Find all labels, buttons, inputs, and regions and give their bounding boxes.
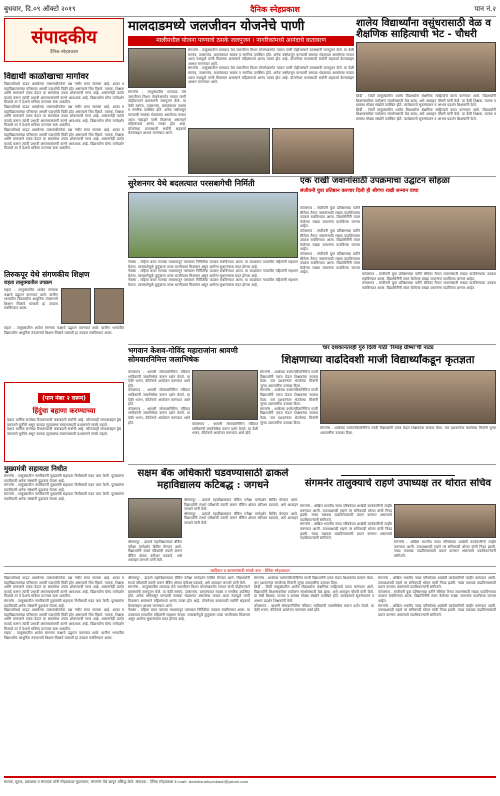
- rakhi-photo: [362, 206, 496, 270]
- lower-col-3: [254, 576, 374, 774]
- paper-name: दैनिक स्नेहप्रकाश: [250, 5, 300, 14]
- bottom-body-2b-column: [394, 540, 496, 564]
- bottom-body-2-column: [300, 504, 392, 564]
- mid-body-1-cont: नेवासा - महिला बचत गटाच्या माध्यमातून परसबाग निर्मितीचा उपक्रम राबविण्यात आला. या उपक्रमात गावातील महिलांनी सहभाग घेतला. परसबागेमुळे कुटुंबाला ताजा भाजीपाला मिळणार असून आरोग्य सुधारण्यास मदत होणार आहे.: [128, 269, 298, 278]
- bottom-body-2b: संगमनेर - अखिल भारतीय नाट्य परिषदेच्या शाखेची कार्यकारिणी जाहीर करण्यात आली. उपाध्यक्षपदी राहणे तर सचिवपदी थोरात यांची निवड झाली. नाट्य चळवळ वाढविण्यासाठी प्रयत्न करणार असल्याचे पदाधिकाऱ्यांनी सांगितले.: [394, 540, 496, 558]
- lead-body: संगमनेर - तालुक्यातील मालदाड येथे जलजीवन मिशन योजनेअंतर्गत गावात पाणी पोहोचल्याने ग्रामस्थांनी जलपूजन केले. या वेळी सरपंच, उपसरपंच, ग्रामपंचायत सदस्य व नागरिक उपस्थित होते. अनेक वर्षांपासून पाण्याची समस्या भेडसावत असलेल्या गावात आता नळाद्वारे पाणी मिळणार असल्याने महिलांमध्ये आनंद व्यक्त होत आहे. योजनेच्या कामासाठी सर्वांनी सहकार्य केल्याबद्दल आभार मानण्यात आले.: [188, 48, 354, 66]
- mid-headline-2: एक राखी जवानांसाठी उपक्रमाचा उद्घाटन सोहळा: [300, 176, 450, 186]
- lead-photo-1: [128, 48, 186, 88]
- band-body-1-column: [128, 370, 190, 462]
- mid-headline-2-wrap: [300, 176, 496, 204]
- continued-box: [4, 382, 124, 462]
- bottom-tag-wrap: [300, 466, 496, 476]
- mid-headline-2-sub: संजीवनी युवा प्रतिष्ठान करणार दिली ही श्रीगंगा राखी सन्मान वाचा: [300, 188, 419, 194]
- band-headline-1-wrap: [128, 346, 258, 368]
- mid-body-1: नेवासा - महिला बचत गटाच्या माध्यमातून परसबाग निर्मितीचा उपक्रम राबविण्यात आला. या उपक्रमात गावातील महिलांनी सहभाग घेतला. परसबागेमुळे कुटुंबाला ताजा भाजीपाला मिळणार असून आरोग्य सुधारण्यास मदत होणार आहे.: [128, 260, 298, 269]
- lower-col-2-text3: नेवासा - महिला बचत गटाच्या माध्यमातून परसबाग निर्मितीचा उपक्रम राबविण्यात आला. या उपक्रमात गावातील महिलांनी सहभाग घेतला. परसबागेमुळे कुटुंबाला ताजा भाजीपाला मिळणार असून आरोग्य सुधारण्यास मदत होणार आहे.: [128, 608, 250, 622]
- lower-col-1-text2: संगमनेर - तालुक्यातील नागरिकांनी मुख्यमंत्री सहायता निधीसाठी मदत जमा केली. पूरग्रस्तांना मदतीसाठी अनेक संस्थांनी पुढाकार घेतला आहे.: [4, 598, 124, 608]
- lower-col-4: [378, 576, 496, 774]
- left-mid-heading: तिरुकपूर येथे संगणकीय शिक्षण: [4, 270, 90, 279]
- lead-headline: मालदाडमध्ये जलजीवन योजनेचे पाणी: [128, 19, 305, 34]
- lower-col-2-text2: संगमनेर - तालुक्यातील मालदाड येथे जलजीवन मिशन योजनेअंतर्गत गावात पाणी पोहोचल्याने ग्रामस्थांनी जलपूजन केले. या वेळी सरपंच, उपसरपंच, ग्रामपंचायत सदस्य व नागरिक उपस्थित होते. अनेक वर्षांपासून पाण्याची समस्या भेडसावत असलेल्या गावात आता नळाद्वारे पाणी मिळणार असल्याने महिलांमध्ये आनंद व्यक्त होत आहे. योजनेच्या कामासाठी सर्वांनी सहकार्य केल्याबद्दल आभार मानण्यात आले.: [128, 585, 250, 608]
- temple-photo: [192, 370, 258, 420]
- mid-headline-1: सुरेशनगर येथे बदलत्यात परसबागेची निर्मिती: [128, 178, 255, 188]
- band-headline-3-wrap: [260, 354, 496, 368]
- band-body-3: संगमनेर - शाळेच्या वर्धापनदिनानिमित्त माजी विद्यार्थ्यांनी एकत्र येऊन शिक्षकांचा सत्कार केला. चार दशकांनंतर भेटलेल्या मित्रांनी जुन्या आठवणींना उजाळा दिला.: [260, 370, 318, 388]
- editorial-column: [4, 72, 124, 268]
- mid-body-2-cont: कोपरगाव - संजीवनी युवा प्रतिष्ठानच्या वतीने सीमेवर तैनात जवानांसाठी राख्या पाठविण्याचा उपक्रम राबविण्यात आला. विद्यार्थिनींनी तयार केलेल्या राख्या जवानांना पाठविल्या जाणार आहेत.: [300, 228, 360, 252]
- band-body-3b-column: [320, 426, 496, 462]
- band-body-1-cont2: कोपरगाव - श्रावणी सोमवारनिमित्त मंदिरात भाविकांनी जलाभिषेक करून दर्शन घेतले. या वेळी भजन, कीर्तनाचे आयोजन करण्यात आले होते.: [128, 406, 190, 425]
- bottom-headline-2-wrap: [300, 478, 496, 504]
- lower-col-1-text: विद्यार्थ्यांमध्ये वाढत असलेल्या व्यसनाधीनतेचा प्रश्न गंभीर बनत चालला आहे. शाळा व महाविद्यालयांच्या परिसरात अमली पदार्थांची विक्री होत असल्याचे चित्र दिसते. पालक, शिक्षक आणि समाजाने एकत्र येऊन या समस्येवर उपाय शोधण्याची गरज आहे. शासनानेही कठोर कायदे करून त्यांची प्रभावी अंमलबजावणी करणे आवश्यक आहे. विद्यार्थ्यांना योग्य मार्गदर्शन मिळाले तर ते देशाचे भविष्य उज्ज्वल करू शकतील.: [4, 576, 124, 599]
- band-body-1-cont: कोपरगाव - श्रावणी सोमवारनिमित्त मंदिरात भाविकांनी जलाभिषेक करून दर्शन घेतले. या वेळी भजन, कीर्तनाचे आयोजन करण्यात आले होते.: [128, 388, 190, 407]
- mid-body-2-cont2: कोपरगाव - संजीवनी युवा प्रतिष्ठानच्या वतीने सीमेवर तैनात जवानांसाठी राख्या पाठविण्याचा उपक्रम राबविण्यात आला. विद्यार्थिनींनी तयार केलेल्या राख्या जवानांना पाठविल्या जाणार आहेत.: [300, 251, 360, 275]
- drama-group-photo: [394, 504, 496, 538]
- lead-body-cont: संगमनेर - तालुक्यातील मालदाड येथे जलजीवन मिशन योजनेअंतर्गत गावात पाणी पोहोचल्याने ग्रामस्थांनी जलपूजन केले. या वेळी सरपंच, उपसरपंच, ग्रामपंचायत सदस्य व नागरिक उपस्थित होते. अनेक वर्षांपासून पाण्याची समस्या भेडसावत असलेल्या गावात आता नळाद्वारे पाणी मिळणार असल्याने महिलांमध्ये आनंद व्यक्त होत आहे. योजनेच्या कामासाठी सर्वांनी सहकार्य केल्याबद्दल आभार मानण्यात आले.: [188, 66, 354, 85]
- band-headline-3: शिक्षणाच्या वाढदिवशी माजी विद्यार्थ्यांकडून कृतज्ञता: [281, 354, 475, 366]
- lower-col-1-text4: राहता - तालुक्यातील शाळेत संगणक कक्षाचे उद्घाटन करण्यात आले. ग्रामीण भागातील विद्यार्थ्यांना आधुनिक तंत्रज्ञानाचे शिक्षण मिळावे यासाठी हा उपक्रम राबविण्यात आला.: [4, 631, 124, 640]
- bottom-headline-1: सक्षम बँक अधिकारी घडवण्यासाठी ढाकले महाविद्यालय कटिबद्ध : जगधने: [137, 468, 289, 491]
- mid-body-2-column: [300, 206, 360, 342]
- imprint-footer: मालक, मुद्रक, प्रकाशक व संपादक यांनी स्नेहप्रकाश मुद्रणालय, संगमनेर येथे छापून प्रसिद्ध केले. संपादक : दैनिक स्नेहप्रकाश E-mail: dainiksnehprakash@gmail.com: [4, 776, 496, 792]
- lower-col-4-text3: संगमनेर - अखिल भारतीय नाट्य परिषदेच्या शाखेची कार्यकारिणी जाहीर करण्यात आली. उपाध्यक्षपदी राहणे तर सचिवपदी थोरात यांची निवड झाली. नाट्य चळवळ वाढविण्यासाठी प्रयत्न करणार असल्याचे पदाधिकाऱ्यांनी सांगितले.: [378, 603, 496, 617]
- cm-fund-body-cont: संगमनेर - तालुक्यातील नागरिकांनी मुख्यमंत्री सहायता निधीसाठी मदत जमा केली. पूरग्रस्तांना मदतीसाठी अनेक संस्थांनी पुढाकार घेतला आहे.: [4, 483, 124, 492]
- band-headline-2-wrap: [260, 345, 496, 353]
- bottom-body-1-column: [184, 498, 298, 564]
- mid-body-1-column: [128, 260, 298, 342]
- top-bar: [4, 3, 496, 17]
- left-mid-body-cont: राहता - तालुक्यातील शाळेत संगणक कक्षाचे उद्घाटन करण्यात आले. ग्रामीण भागातील विद्यार्थ्यांना आधुनिक तंत्रज्ञानाचे शिक्षण मिळावे यासाठी हा उपक्रम राबविण्यात आला.: [4, 326, 124, 335]
- lead-kicker: मालीमधील योजना पाण्याचे ठसके जलपूजन । नागरिकांमध्ये आनंदाचे वातावरण: [128, 36, 354, 46]
- divider-3: [128, 464, 496, 465]
- band-headline-1: भगवान केशव-गोविंद महाराजांना श्रावणी सोमवारनिमित्त जलाभिषेक: [128, 346, 238, 364]
- left-mid-sub: राहता तालुक्यातील उपक्रम: [4, 280, 52, 286]
- right-top-photo: [356, 42, 496, 92]
- continued-tag: (पान नंबर २ वरून): [38, 393, 90, 403]
- issue-date: बुधवार, दि.०९ ऑक्टो २०१९: [4, 5, 76, 13]
- mid-body-1-cont2: नेवासा - महिला बचत गटाच्या माध्यमातून परसबाग निर्मितीचा उपक्रम राबविण्यात आला. या उपक्रमात गावातील महिलांनी सहभाग घेतला. परसबागेमुळे कुटुंबाला ताजा भाजीपाला मिळणार असून आरोग्य सुधारण्यास मदत होणार आहे.: [128, 278, 298, 287]
- mid-body-2: कोपरगाव - संजीवनी युवा प्रतिष्ठानच्या वतीने सीमेवर तैनात जवानांसाठी राख्या पाठविण्याचा उपक्रम राबविण्यात आला. विद्यार्थिनींनी तयार केलेल्या राख्या जवानांना पाठविल्या जाणार आहेत.: [300, 206, 360, 229]
- portrait-1: [61, 288, 91, 324]
- band-body-1: कोपरगाव - श्रावणी सोमवारनिमित्त मंदिरात भाविकांनी जलाभिषेक करून दर्शन घेतले. या वेळी भजन, कीर्तनाचे आयोजन करण्यात आले होते.: [128, 370, 190, 388]
- continued-heading: हिंदुंचा बहाणा करण्याच्या: [32, 406, 96, 415]
- lead-body-left-text: संगमनेर - तालुक्यातील मालदाड येथे जलजीवन मिशन योजनेअंतर्गत गावात पाणी पोहोचल्याने ग्रामस्थांनी जलपूजन केले. या वेळी सरपंच, उपसरपंच, ग्रामपंचायत सदस्य व नागरिक उपस्थित होते. अनेक वर्षांपासून पाण्याची समस्या भेडसावत असलेल्या गावात आता नळाद्वारे पाणी मिळणार असल्याने महिलांमध्ये आनंद व्यक्त होत आहे. योजनेच्या कामासाठी सर्वांनी सहकार्य केल्याबद्दल आभार मानण्यात आले.: [128, 90, 186, 136]
- lower-col-4-text: संगमनेर - अखिल भारतीय नाट्य परिषदेच्या शाखेची कार्यकारिणी जाहीर करण्यात आली. उपाध्यक्षपदी राहणे तर सचिवपदी थोरात यांची निवड झाली. नाट्य चळवळ वाढविण्यासाठी प्रयत्न करणार असल्याचे पदाधिकाऱ्यांनी सांगितले.: [378, 576, 496, 590]
- bank-photo: [128, 498, 182, 538]
- page-number: पान नं.२: [474, 5, 496, 13]
- lower-col-3-text: संगमनेर - शाळेच्या वर्धापनदिनानिमित्त माजी विद्यार्थ्यांनी एकत्र येऊन शिक्षकांचा सत्कार केला. चार दशकांनंतर भेटलेल्या मित्रांनी जुन्या आठवणींना उजाळा दिला.: [254, 576, 374, 585]
- band-body-3-cont2: संगमनेर - शाळेच्या वर्धापनदिनानिमित्त माजी विद्यार्थ्यांनी एकत्र येऊन शिक्षकांचा सत्कार केला. चार दशकांनंतर भेटलेल्या मित्रांनी जुन्या आठवणींना उजाळा दिला.: [260, 406, 318, 425]
- lead-body-left: [128, 90, 186, 158]
- right-top-body-cont: शिर्डी - शिर्डी तालुक्यातील शालेय विद्यार्थ्यांना शैक्षणिक साहित्याचे वाटप करण्यात आले. विद्यार्थ्यांनी शिक्षणाबरोबर पर्यावरण संवर्धनासाठी वेळ द्यावा, असे आवाहन चौधरी यांनी केले. या वेळी शिक्षक, पालक व ग्रामस्थ मोठ्या संख्येने उपस्थित होते. कार्यक्रमाचे सूत्रसंचालन व आभार प्रदर्शन शिक्षकांनी केले.: [356, 107, 496, 121]
- garden-photo: [128, 192, 298, 258]
- right-top-body-column: [356, 94, 496, 174]
- bottom-body-1b: श्रीरामपूर - ढाकले महाविद्यालयात बँकिंग परीक्षा मार्गदर्शन शिबिर घेण्यात आले. विद्यार्थ्यांनी स्पर्धा परीक्षांची तयारी करून बँकिंग क्षेत्रात करिअर घडवावे, असे आवाहन जगधने यांनी केले.: [128, 540, 182, 563]
- lower-col-3-text2: शिर्डी - शिर्डी तालुक्यातील शालेय विद्यार्थ्यांना शैक्षणिक साहित्याचे वाटप करण्यात आले. विद्यार्थ्यांनी शिक्षणाबरोबर पर्यावरण संवर्धनासाठी वेळ द्यावा, असे आवाहन चौधरी यांनी केले. या वेळी शिक्षक, पालक व ग्रामस्थ मोठ्या संख्येने उपस्थित होते. कार्यक्रमाचे सूत्रसंचालन व आभार प्रदर्शन शिक्षकांनी केले.: [254, 585, 374, 603]
- continued-body-cont: देशात धार्मिक सलोखा टिकवण्याची जबाबदारी सर्वांची आहे. कोणत्याही समाजाबद्दल द्वेष पसरवणे चुकीचे असून कायदा सुव्यवस्था राखण्यासाठी प्रशासनाने सतर्क राहावे.: [7, 427, 121, 436]
- band-body-1b-column: [192, 422, 258, 462]
- lower-col-2: [128, 576, 250, 774]
- band-headline-2: चार दशकानंतरही गुरु दिली गाठी 'रिमाइ ग्रीष्मा'ची नाट्य: [322, 345, 434, 351]
- bottom-body-2-cont: संगमनेर - अखिल भारतीय नाट्य परिषदेच्या शाखेची कार्यकारिणी जाहीर करण्यात आली. उपाध्यक्षपदी राहणे तर सचिवपदी थोरात यांची निवड झाली. नाट्य चळवळ वाढविण्यासाठी प्रयत्न करणार असल्याचे पदाधिकाऱ्यांनी सांगितले.: [300, 522, 392, 541]
- continued-body: देशात धार्मिक सलोखा टिकवण्याची जबाबदारी सर्वांची आहे. कोणत्याही समाजाबद्दल द्वेष पसरवणे चुकीचे असून कायदा सुव्यवस्था राखण्यासाठी प्रशासनाने सतर्क राहावे.: [7, 418, 121, 427]
- mid-headline-1-wrap: [128, 178, 298, 192]
- lower-col-1-text3: विद्यार्थ्यांमध्ये वाढत असलेल्या व्यसनाधीनतेचा प्रश्न गंभीर बनत चालला आहे. शाळा व महाविद्यालयांच्या परिसरात अमली पदार्थांची विक्री होत असल्याचे चित्र दिसते. पालक, शिक्षक आणि समाजाने एकत्र येऊन या समस्येवर उपाय शोधण्याची गरज आहे. शासनानेही कठोर कायदे करून त्यांची प्रभावी अंमलबजावणी करणे आवश्यक आहे. विद्यार्थ्यांना योग्य मार्गदर्शन मिळाले तर ते देशाचे भविष्य उज्ज्वल करू शकतील.: [4, 608, 124, 631]
- portrait-2: [94, 288, 124, 324]
- ad-strip: जाहिरात व बातम्यांसाठी संपर्क करा - दैनिक स्नेहप्रकाश: [4, 566, 496, 574]
- bottom-tag: [341, 475, 456, 476]
- right-top-body: शिर्डी - शिर्डी तालुक्यातील शालेय विद्यार्थ्यांना शैक्षणिक साहित्याचे वाटप करण्यात आले. विद्यार्थ्यांनी शिक्षणाबरोबर पर्यावरण संवर्धनासाठी वेळ द्यावा, असे आवाहन चौधरी यांनी केले. या वेळी शिक्षक, पालक व ग्रामस्थ मोठ्या संख्येने उपस्थित होते. कार्यक्रमाचे सूत्रसंचालन व आभार प्रदर्शन शिक्षकांनी केले.: [356, 94, 496, 108]
- editorial-body-cont2: विद्यार्थ्यांमध्ये वाढत असलेल्या व्यसनाधीनतेचा प्रश्न गंभीर बनत चालला आहे. शाळा व महाविद्यालयांच्या परिसरात अमली पदार्थांची विक्री होत असल्याचे चित्र दिसते. पालक, शिक्षक आणि समाजाने एकत्र येऊन या समस्येवर उपाय शोधण्याची गरज आहे. शासनानेही कठोर कायदे करून त्यांची प्रभावी अंमलबजावणी करणे आवश्यक आहे. विद्यार्थ्यांना योग्य मार्गदर्शन मिळाले तर ते देशाचे भविष्य उज्ज्वल करू शकतील.: [4, 127, 124, 151]
- cm-fund-heading: मुख्यमंत्री सहायता निधीत: [4, 465, 68, 473]
- lower-col-2-text: श्रीरामपूर - ढाकले महाविद्यालयात बँकिंग परीक्षा मार्गदर्शन शिबिर घेण्यात आले. विद्यार्थ्यांनी स्पर्धा परीक्षांची तयारी करून बँकिंग क्षेत्रात करिअर घडवावे, असे आवाहन जगधने यांनी केले.: [128, 576, 250, 585]
- left-mid-column: [4, 270, 124, 380]
- masthead-sub: दैनिक स्नेहप्रकाश: [50, 50, 78, 55]
- band-body-3-cont: संगमनेर - शाळेच्या वर्धापनदिनानिमित्त माजी विद्यार्थ्यांनी एकत्र येऊन शिक्षकांचा सत्कार केला. चार दशकांनंतर भेटलेल्या मित्रांनी जुन्या आठवणींना उजाळा दिला.: [260, 388, 318, 407]
- bottom-body-1: श्रीरामपूर - ढाकले महाविद्यालयात बँकिंग परीक्षा मार्गदर्शन शिबिर घेण्यात आले. विद्यार्थ्यांनी स्पर्धा परीक्षांची तयारी करून बँकिंग क्षेत्रात करिअर घडवावे, असे आवाहन जगधने यांनी केले.: [184, 498, 298, 512]
- bottom-body-1b-column: [128, 540, 182, 564]
- mid-body-2b-column: [362, 272, 496, 342]
- masthead-title: संपादकीय: [31, 27, 97, 48]
- bottom-body-1-cont: श्रीरामपूर - ढाकले महाविद्यालयात बँकिंग परीक्षा मार्गदर्शन शिबिर घेण्यात आले. विद्यार्थ्यांनी स्पर्धा परीक्षांची तयारी करून बँकिंग क्षेत्रात करिअर घडवावे, असे आवाहन जगधने यांनी केले.: [184, 511, 298, 525]
- cm-fund-body: संगमनेर - तालुक्यातील नागरिकांनी मुख्यमंत्री सहायता निधीसाठी मदत जमा केली. पूरग्रस्तांना मदतीसाठी अनेक संस्थांनी पुढाकार घेतला आहे.: [4, 474, 124, 483]
- lead-photo-2: [188, 128, 270, 174]
- mid-body-2b: कोपरगाव - संजीवनी युवा प्रतिष्ठानच्या वतीने सीमेवर तैनात जवानांसाठी राख्या पाठविण्याचा उपक्रम राबविण्यात आला. विद्यार्थिनींनी तयार केलेल्या राख्या जवानांना पाठविल्या जाणार आहेत.: [362, 272, 496, 281]
- band-body-3-column: [260, 370, 318, 462]
- lower-col-1: [4, 576, 124, 774]
- bottom-body-2: संगमनेर - अखिल भारतीय नाट्य परिषदेच्या शाखेची कार्यकारिणी जाहीर करण्यात आली. उपाध्यक्षपदी राहणे तर सचिवपदी थोरात यांची निवड झाली. नाट्य चळवळ वाढविण्यासाठी प्रयत्न करणार असल्याचे पदाधिकाऱ्यांनी सांगितले.: [300, 504, 392, 522]
- editorial-masthead: [4, 18, 124, 62]
- mid-body-2b-cont: कोपरगाव - संजीवनी युवा प्रतिष्ठानच्या वतीने सीमेवर तैनात जवानांसाठी राख्या पाठविण्याचा उपक्रम राबविण्यात आला. विद्यार्थिनींनी तयार केलेल्या राख्या जवानांना पाठविल्या जाणार आहेत.: [362, 281, 496, 290]
- right-top-headline: शालेय विद्यार्थ्यांना वसुंधरासाठी वेळ व शैक्षणिक साहित्याची भेट - चौधरी: [356, 18, 491, 40]
- cm-fund-column: [4, 464, 124, 564]
- band-body-1b: कोपरगाव - श्रावणी सोमवारनिमित्त मंदिरात भाविकांनी जलाभिषेक करून दर्शन घेतले. या वेळी भजन, कीर्तनाचे आयोजन करण्यात आले होते.: [192, 422, 258, 436]
- editorial-body-cont: विद्यार्थ्यांमध्ये वाढत असलेल्या व्यसनाधीनतेचा प्रश्न गंभीर बनत चालला आहे. शाळा व महाविद्यालयांच्या परिसरात अमली पदार्थांची विक्री होत असल्याचे चित्र दिसते. पालक, शिक्षक आणि समाजाने एकत्र येऊन या समस्येवर उपाय शोधण्याची गरज आहे. शासनानेही कठोर कायदे करून त्यांची प्रभावी अंमलबजावणी करणे आवश्यक आहे. विद्यार्थ्यांना योग्य मार्गदर्शन मिळाले तर ते देशाचे भविष्य उज्ज्वल करू शकतील.: [4, 104, 124, 128]
- lower-col-3-text3: कोपरगाव - श्रावणी सोमवारनिमित्त मंदिरात भाविकांनी जलाभिषेक करून दर्शन घेतले. या वेळी भजन, कीर्तनाचे आयोजन करण्यात आले होते.: [254, 603, 374, 613]
- alumni-photo: [320, 370, 496, 424]
- editorial-body: विद्यार्थ्यांमध्ये वाढत असलेल्या व्यसनाधीनतेचा प्रश्न गंभीर बनत चालला आहे. शाळा व महाविद्यालयांच्या परिसरात अमली पदार्थांची विक्री होत असल्याचे चित्र दिसते. पालक, शिक्षक आणि समाजाने एकत्र येऊन या समस्येवर उपाय शोधण्याची गरज आहे. शासनानेही कठोर कायदे करून त्यांची प्रभावी अंमलबजावणी करणे आवश्यक आहे. विद्यार्थ्यांना योग्य मार्गदर्शन मिळाले तर ते देशाचे भविष्य उज्ज्वल करू शकतील.: [4, 82, 124, 105]
- bottom-headline-2: संगमनेर तालुक्याचे राहणे उपाध्यक्ष तर थोरात सचिव: [304, 478, 492, 489]
- left-mid-body: राहता - तालुक्यातील शाळेत संगणक कक्षाचे उद्घाटन करण्यात आले. ग्रामीण भागातील विद्यार्थ्यांना आधुनिक तंत्रज्ञानाचे शिक्षण मिळावे यासाठी हा उपक्रम राबविण्यात आला.: [4, 288, 58, 311]
- lower-col-4-text2: कोपरगाव - संजीवनी युवा प्रतिष्ठानच्या वतीने सीमेवर तैनात जवानांसाठी राख्या पाठविण्याचा उपक्रम राबविण्यात आला. विद्यार्थिनींनी तयार केलेल्या राख्या जवानांना पाठविल्या जाणार आहेत.: [378, 589, 496, 603]
- bottom-headline-1-wrap: [128, 468, 298, 496]
- band-body-3b: संगमनेर - शाळेच्या वर्धापनदिनानिमित्त माजी विद्यार्थ्यांनी एकत्र येऊन शिक्षकांचा सत्कार केला. चार दशकांनंतर भेटलेल्या मित्रांनी जुन्या आठवणींना उजाळा दिला.: [320, 426, 496, 435]
- lead-photo-3: [272, 128, 354, 174]
- cm-fund-body-cont2: संगमनेर - तालुक्यातील नागरिकांनी मुख्यमंत्री सहायता निधीसाठी मदत जमा केली. पूरग्रस्तांना मदतीसाठी अनेक संस्थांनी पुढाकार घेतला आहे.: [4, 492, 124, 501]
- lead-body-column: [188, 48, 354, 128]
- editorial-heading: विद्यार्थी काळोखाचा मार्गावर: [4, 72, 89, 82]
